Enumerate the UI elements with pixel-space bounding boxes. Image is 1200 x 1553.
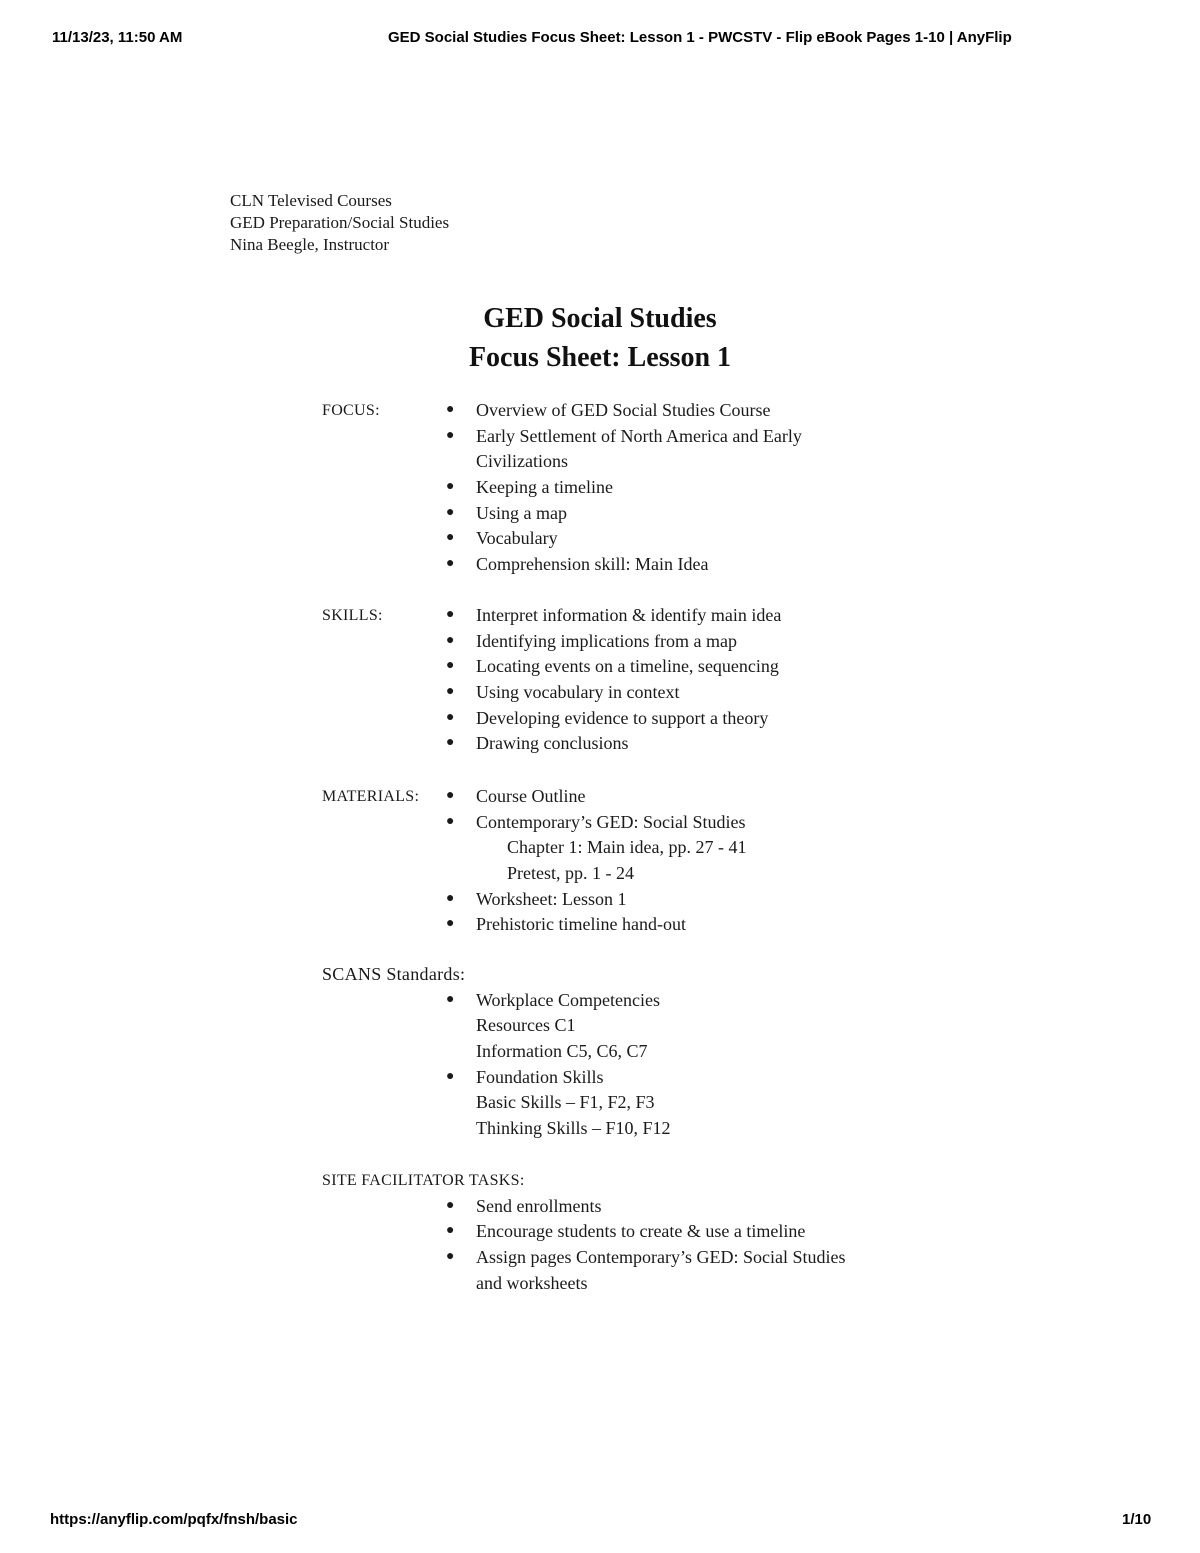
scans-subitem: Basic Skills – F1, F2, F3 (476, 1092, 655, 1112)
document-title: GED Social Studies (483, 303, 717, 334)
scans-subitem: Resources C1 (476, 1015, 576, 1035)
bullet-icon: ● (446, 1198, 455, 1213)
bullet-icon: ● (446, 916, 455, 931)
focus-item: Early Settlement of North America and Early (476, 426, 802, 446)
materials-item: Course Outline (476, 786, 586, 806)
print-page-count: 1/10 (1122, 1511, 1152, 1528)
course-header-line: Nina Beegle, Instructor (230, 235, 390, 254)
bullet-icon: ● (446, 788, 455, 803)
bullet-icon: ● (446, 710, 455, 725)
bullet-icon: ● (446, 402, 455, 417)
facilitator-item: Assign pages Contemporary’s GED: Social Studies (476, 1247, 846, 1267)
bullet-icon: ● (446, 1249, 455, 1264)
focus-item: Civilizations (476, 451, 568, 471)
scans-subitem: Information C5, C6, C7 (476, 1041, 648, 1061)
facilitator-label: SITE FACILITATOR TASKS: (322, 1172, 525, 1189)
skills-item: Interpret information & identify main idea (476, 605, 782, 625)
print-header (0, 29, 1200, 49)
materials-item: Prehistoric timeline hand-out (476, 914, 686, 934)
facilitator-item: Send enrollments (476, 1196, 602, 1216)
course-header (230, 190, 449, 256)
print-footer (0, 1511, 1200, 1531)
bullet-icon: ● (446, 814, 455, 829)
bullet-icon: ● (446, 1223, 455, 1238)
skills-label: SKILLS: (322, 607, 383, 624)
bullet-icon: ● (446, 428, 455, 443)
skills-item: Identifying implications from a map (476, 631, 737, 651)
materials-item: Worksheet: Lesson 1 (476, 889, 627, 909)
focus-item: Vocabulary (476, 528, 558, 548)
skills-item: Developing evidence to support a theory (476, 708, 769, 728)
materials-subitem: Chapter 1: Main idea, pp. 27 - 41 (507, 837, 747, 857)
document-subtitle: Focus Sheet: Lesson 1 (468, 342, 732, 373)
scans-item: Foundation Skills (476, 1067, 604, 1087)
bullet-icon: ● (446, 684, 455, 699)
bullet-icon: ● (446, 658, 455, 673)
bullet-icon: ● (446, 556, 455, 571)
focus-item: Keeping a timeline (476, 477, 613, 497)
print-datetime: 11/13/23, 11:50 AM (52, 29, 183, 46)
course-header-line: GED Preparation/Social Studies (230, 213, 450, 232)
focus-item: Overview of GED Social Studies Course (476, 400, 771, 420)
bullet-icon: ● (446, 992, 455, 1007)
print-page-title: GED Social Studies Focus Sheet: Lesson 1 - PWCSTV - Flip eBook Pages 1-10 | AnyFlip (388, 29, 1012, 46)
facilitator-item: Encourage students to create & use a timeline (476, 1221, 806, 1241)
bullet-icon: ● (446, 530, 455, 545)
print-url: https://anyflip.com/pqfx/fnsh/basic (50, 1511, 298, 1528)
bullet-icon: ● (446, 1069, 455, 1084)
focus-item: Using a map (476, 503, 567, 523)
skills-item: Drawing conclusions (476, 733, 629, 753)
facilitator-item: and worksheets (476, 1273, 588, 1293)
skills-item: Locating events on a timeline, sequencing (476, 656, 779, 676)
focus-item: Comprehension skill: Main Idea (476, 554, 709, 574)
focus-label: FOCUS: (322, 402, 380, 419)
bullet-icon: ● (446, 891, 455, 906)
materials-item: Contemporary’s GED: Social Studies (476, 812, 746, 832)
skills-item: Using vocabulary in context (476, 682, 680, 702)
bullet-icon: ● (446, 735, 455, 750)
materials-label: MATERIALS: (322, 788, 420, 805)
course-header-line: CLN Televised Courses (230, 191, 392, 210)
scans-item: Workplace Competencies (476, 990, 660, 1010)
bullet-icon: ● (446, 479, 455, 494)
scans-subitem: Thinking Skills – F10, F12 (476, 1118, 671, 1138)
bullet-icon: ● (446, 633, 455, 648)
bullet-icon: ● (446, 505, 455, 520)
materials-subitem: Pretest, pp. 1 - 24 (507, 863, 634, 883)
scans-label: SCANS Standards: (322, 964, 466, 984)
bullet-icon: ● (446, 607, 455, 622)
